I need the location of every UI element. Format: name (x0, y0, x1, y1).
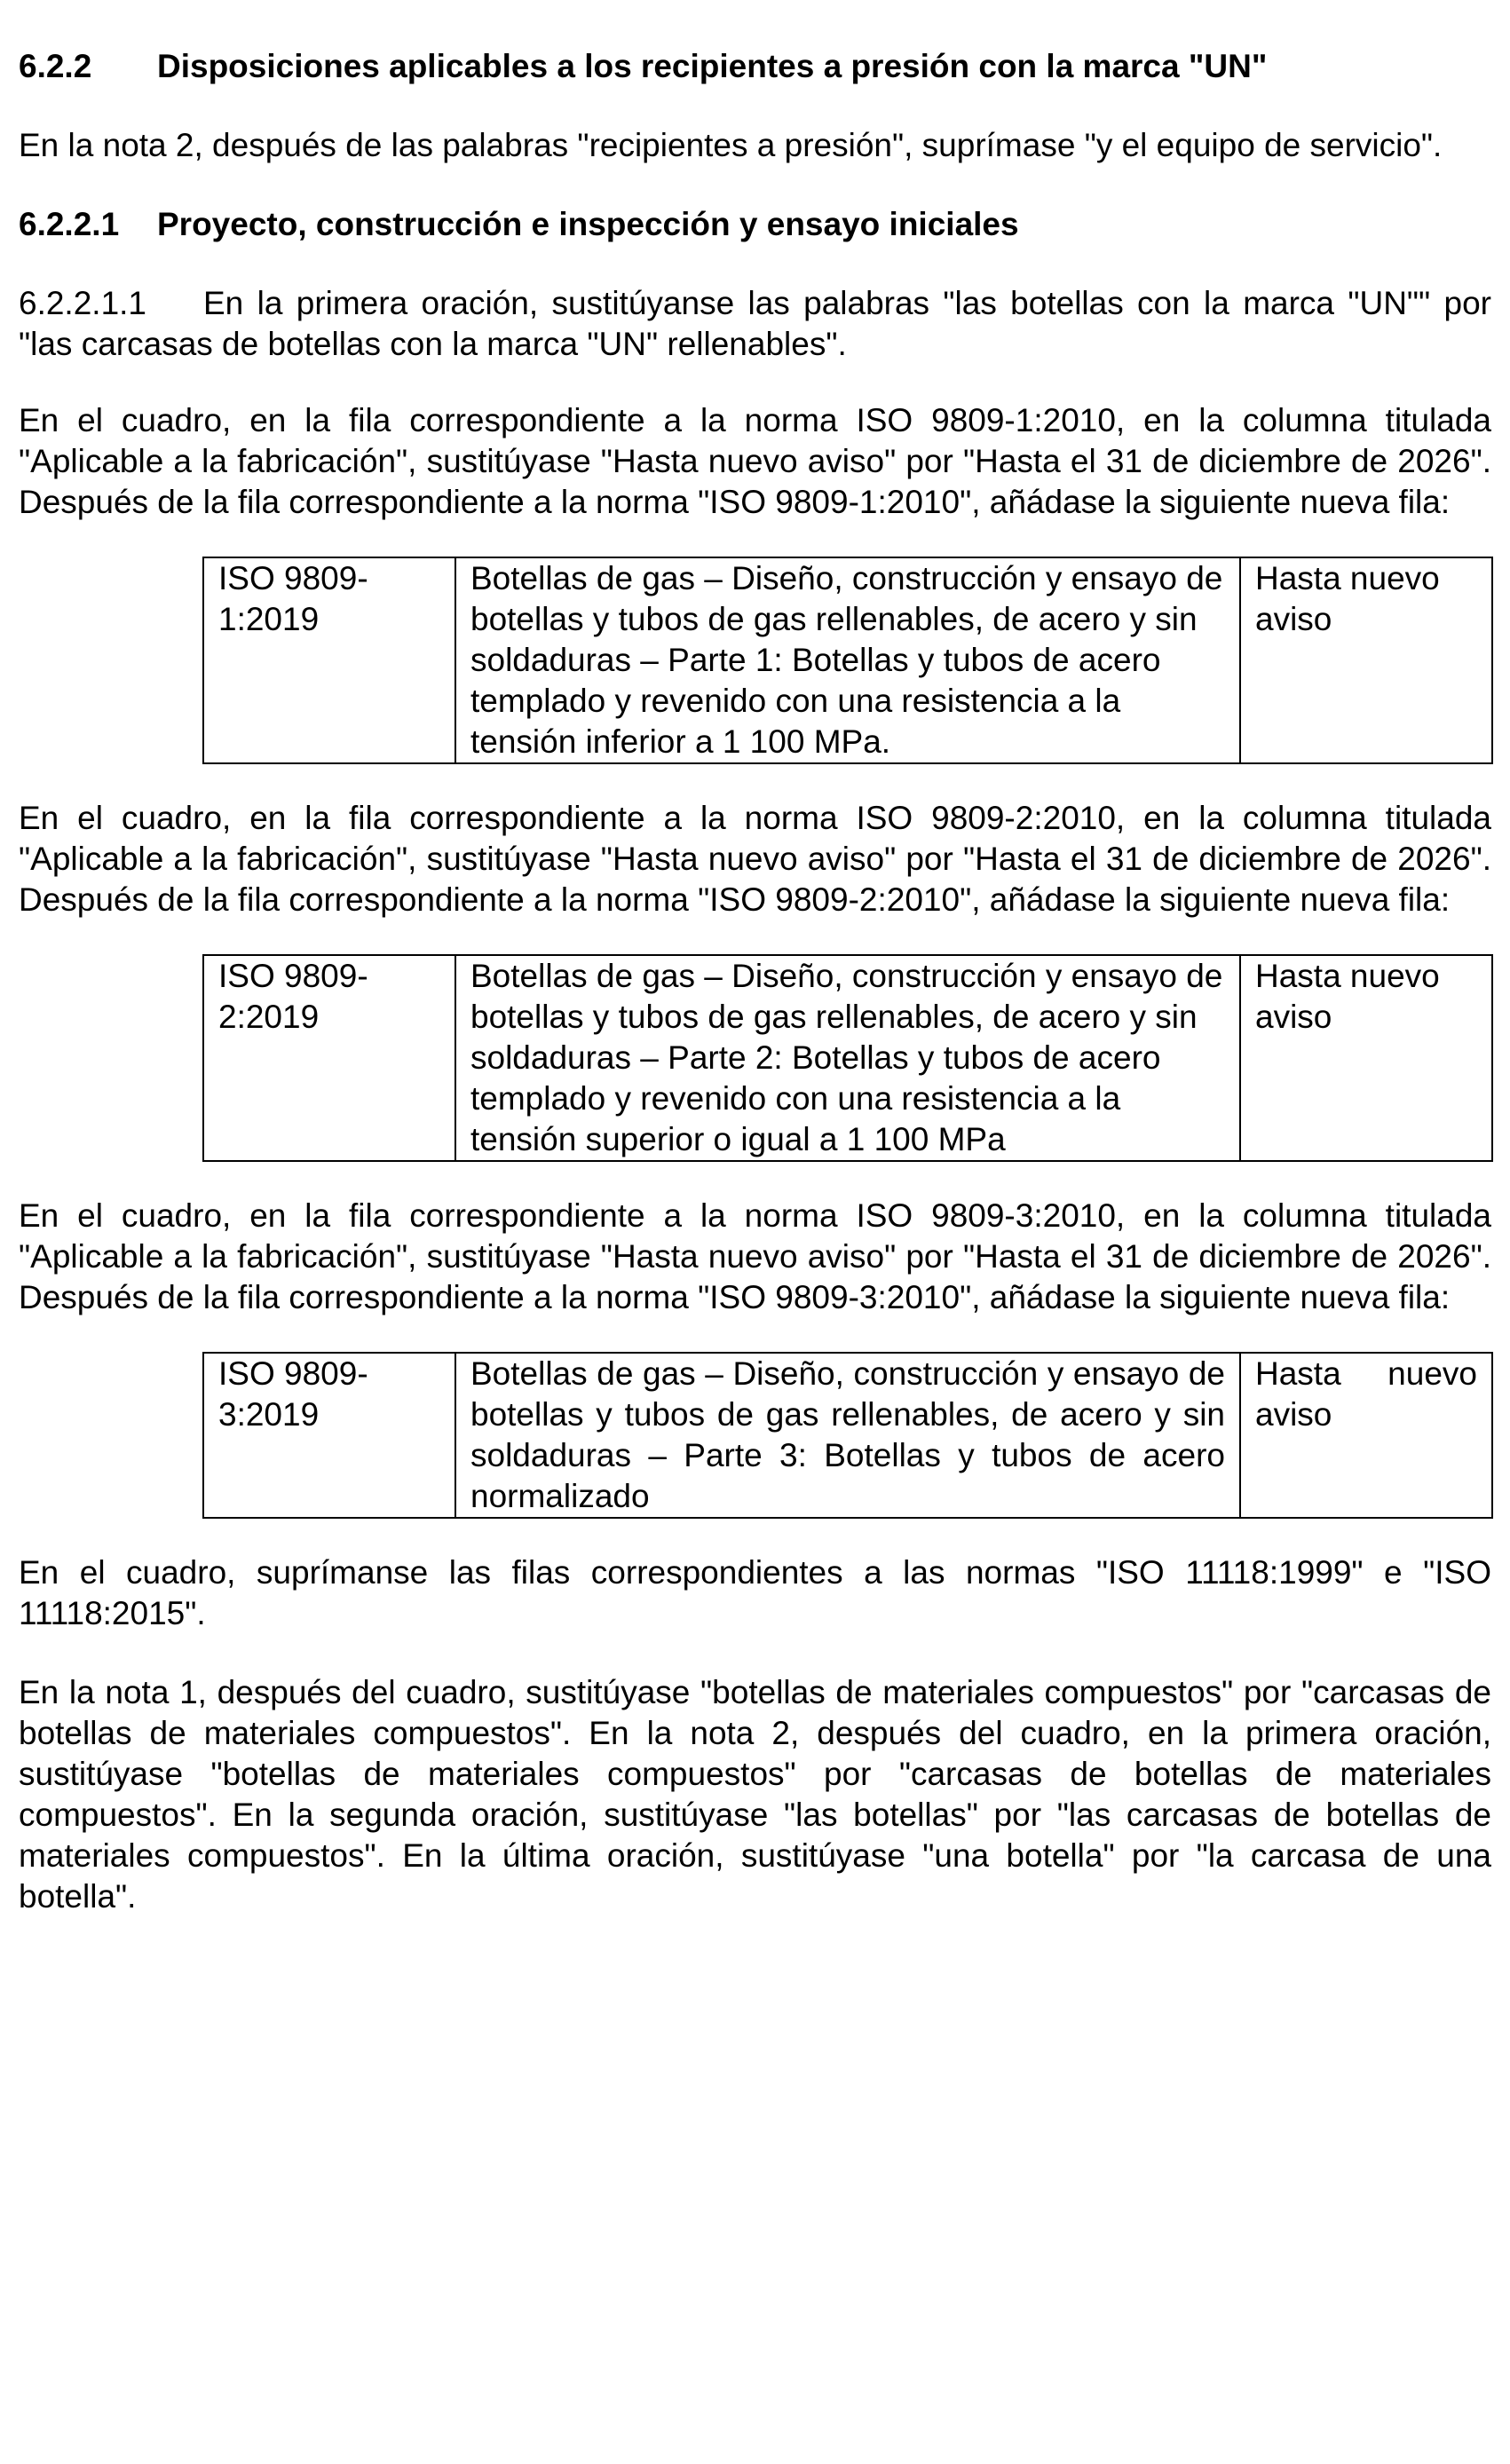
paragraph-iso-9809-3-change: En el cuadro, en la fila correspondiente a la norma ISO 9809-3:2010, en la columna titulada "Aplicable a la fabricación", sustitúyase "Hasta nuevo aviso" por "Hasta el 31 de diciembre de 2026". Después de la fila correspondiente a la norma "ISO 9809-3:2010", añádase la siguiente nueva fila: (19, 1197, 1491, 1315)
applicable-cell: Hasta nuevo aviso (1240, 1353, 1492, 1518)
paragraph-iso-9809-2-change: En el cuadro, en la fila correspondiente a la norma ISO 9809-2:2010, en la columna titulada "Aplicable a la fabricación", sustitúyase "Hasta nuevo aviso" por "Hasta el 31 de diciembre de 2026". Después de la fila correspondiente a la norma "ISO 9809-2:2010", añádase la siguiente nueva fila: (19, 800, 1491, 918)
section-number: 6.2.2.1 (19, 206, 120, 242)
section-heading-6-2-2-1 (19, 204, 1491, 245)
section-title: Proyecto, construcción e inspección y ensayo iniciales (157, 206, 1019, 242)
paragraph-iso-9809-1-change: En el cuadro, en la fila correspondiente a la norma ISO 9809-1:2010, en la columna titulada "Aplicable a la fabricación", sustitúyase "Hasta nuevo aviso" por "Hasta el 31 de diciembre de 2026". Después de la fila correspondiente a la norma "ISO 9809-1:2010", añádase la siguiente nueva fila: (19, 402, 1491, 520)
table-row (203, 557, 1492, 763)
standard-cell: ISO 9809-3:2019 (203, 1353, 455, 1518)
table-row (203, 1353, 1492, 1518)
table-row (203, 955, 1492, 1161)
title-cell: Botellas de gas – Diseño, construcción y ensayo de botellas y tubos de gas rellenables, de acero y sin soldaduras – Parte 1: Botellas y tubos de acero templado y revenido con una resistencia a la tensión inferior a 1 100 MPa. (455, 557, 1240, 763)
standard-cell: ISO 9809-2:2019 (203, 955, 455, 1161)
paragraph-nota-1-composite: En la nota 1, después del cuadro, sustitúyase "botellas de materiales compuestos" por "carcasas de botellas de materiales compuestos". En la nota 2, después del cuadro, en la primera oración, sustitúyase "botellas de materiales compuestos" por "carcasas de botellas de materiales compuestos". En la segunda oración, sustitúyase "las botellas" por "las carcasas de botellas de materiales compuestos". En la última oración, sustitúyase "una botella" por "la carcasa de una botella". (19, 1674, 1491, 1915)
paragraph-iso-11118-delete: En el cuadro, suprímanse las filas correspondientes a las normas "ISO 11118:1999" e "ISO 11118:2015". (19, 1554, 1491, 1631)
section-title: Disposiciones aplicables a los recipientes a presión con la marca "UN" (157, 48, 1268, 84)
section-heading-6-2-2 (19, 46, 1491, 87)
paragraph-6-2-2-1-1 (19, 283, 1491, 365)
title-cell: Botellas de gas – Diseño, construcción y ensayo de botellas y tubos de gas rellenables, de acero y sin soldaduras – Parte 2: Botellas y tubos de acero templado y revenido con una resistencia a la tensión superior o igual a 1 100 MPa (455, 955, 1240, 1161)
paragraph-number: 6.2.2.1.1 (19, 285, 147, 321)
section-number: 6.2.2 (19, 48, 92, 84)
table-new-row-9809-1 (202, 557, 1493, 764)
document-page (19, 46, 1491, 1917)
table-new-row-9809-3 (202, 1352, 1493, 1519)
paragraph-nota-2: En la nota 2, después de las palabras "recipientes a presión", suprímase "y el equipo de servicio". (19, 127, 1443, 163)
applicable-cell: Hasta nuevo aviso (1240, 955, 1492, 1161)
title-cell: Botellas de gas – Diseño, construcción y ensayo de botellas y tubos de gas rellenables, de acero y sin soldaduras – Parte 3: Botellas y tubos de acero normalizado (455, 1353, 1240, 1518)
standard-cell: ISO 9809-1:2019 (203, 557, 455, 763)
table-new-row-9809-2 (202, 954, 1493, 1162)
applicable-cell: Hasta nuevo aviso (1240, 557, 1492, 763)
paragraph-text: En la primera oración, sustitúyanse las palabras "las botellas con la marca "UN"" por "las carcasas de botellas con la marca "UN" rellenables". (19, 285, 1491, 362)
